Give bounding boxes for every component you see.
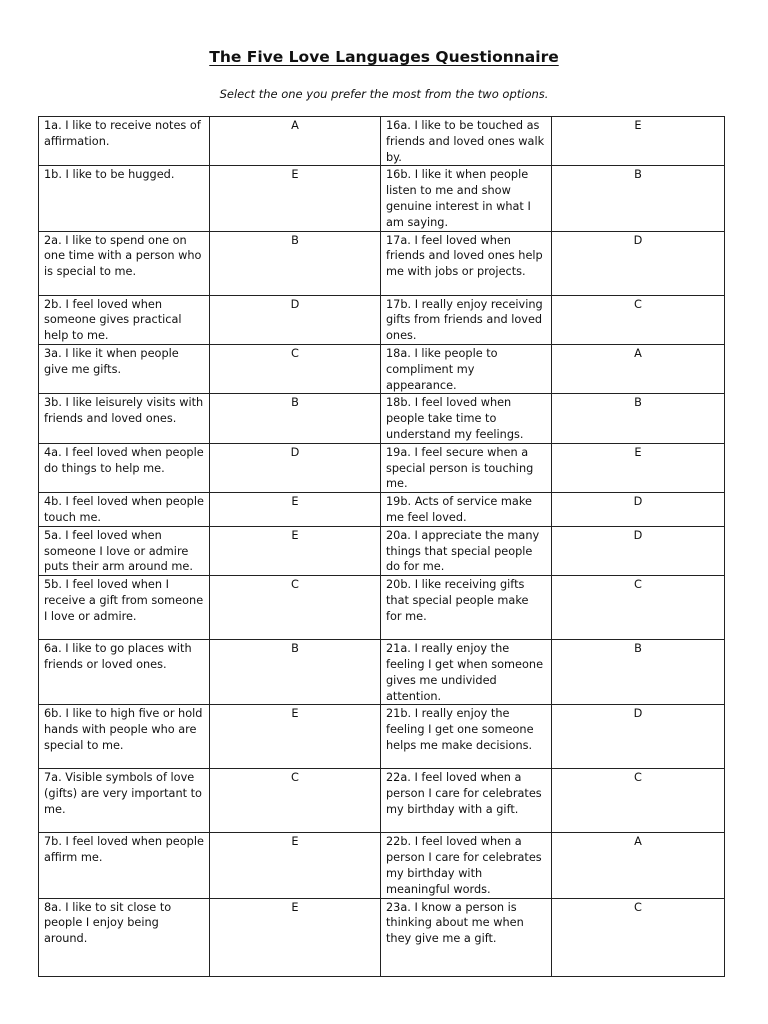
statement-left: 7b. I feel loved when people affirm me. — [39, 833, 210, 898]
answer-code-left: B — [210, 640, 381, 705]
answer-code-left: E — [210, 493, 381, 527]
answer-code-right: B — [552, 640, 725, 705]
question-row — [39, 493, 725, 527]
answer-code-right: D — [552, 705, 725, 769]
answer-code-right: C — [552, 576, 725, 640]
answer-code-left: C — [210, 769, 381, 833]
answer-code-left: E — [210, 833, 381, 898]
statement-right: 22a. I feel loved when a person I care for celebrates my birthday with a gift. — [381, 769, 552, 833]
statement-right: 20a. I appreciate the many things that special people do for me. — [381, 526, 552, 575]
answer-code-left: B — [210, 394, 381, 443]
answer-code-left: B — [210, 231, 381, 295]
answer-code-right: A — [552, 344, 725, 393]
statement-right: 19a. I feel secure when a special person is touching me. — [381, 443, 552, 492]
answer-code-right: E — [552, 117, 725, 166]
statement-right: 21a. I really enjoy the feeling I get when someone gives me undivided attention. — [381, 640, 552, 705]
statement-left: 3a. I like it when people give me gifts. — [39, 344, 210, 393]
statement-left: 5b. I feel loved when I receive a gift from someone I love or admire. — [39, 576, 210, 640]
question-row — [39, 166, 725, 231]
statement-right: 19b. Acts of service make me feel loved. — [381, 493, 552, 527]
statement-left: 6a. I like to go places with friends or loved ones. — [39, 640, 210, 705]
question-row — [39, 526, 725, 575]
question-row — [39, 443, 725, 492]
answer-code-left: C — [210, 344, 381, 393]
statement-right: 18b. I feel loved when people take time to understand my feelings. — [381, 394, 552, 443]
statement-right: 17b. I really enjoy receiving gifts from friends and loved ones. — [381, 295, 552, 344]
statement-left: 1b. I like to be hugged. — [39, 166, 210, 231]
questionnaire-table — [38, 116, 725, 977]
answer-code-right: C — [552, 769, 725, 833]
answer-code-right: D — [552, 231, 725, 295]
statement-left: 2b. I feel loved when someone gives practical help to me. — [39, 295, 210, 344]
answer-code-right: B — [552, 166, 725, 231]
answer-code-left: C — [210, 576, 381, 640]
answer-code-right: B — [552, 394, 725, 443]
answer-code-right: D — [552, 493, 725, 527]
statement-right: 16a. I like to be touched as friends and loved ones walk by. — [381, 117, 552, 166]
statement-left: 3b. I like leisurely visits with friends and loved ones. — [39, 394, 210, 443]
page-subtitle: Select the one you prefer the most from the two options. — [219, 87, 549, 101]
question-row — [39, 117, 725, 166]
statement-left: 1a. I like to receive notes of affirmation. — [39, 117, 210, 166]
statement-right: 18a. I like people to compliment my appearance. — [381, 344, 552, 393]
question-row — [39, 898, 725, 976]
question-row — [39, 769, 725, 833]
statement-right: 22b. I feel loved when a person I care for celebrates my birthday with meaningful words. — [381, 833, 552, 898]
question-row — [39, 231, 725, 295]
answer-code-left: E — [210, 166, 381, 231]
answer-code-left: E — [210, 705, 381, 769]
answer-code-left: D — [210, 443, 381, 492]
statement-right: 21b. I really enjoy the feeling I get one someone helps me make decisions. — [381, 705, 552, 769]
statement-left: 2a. I like to spend one on one time with a person who is special to me. — [39, 231, 210, 295]
answer-code-left: D — [210, 295, 381, 344]
question-row — [39, 295, 725, 344]
answer-code-right: C — [552, 295, 725, 344]
question-row — [39, 344, 725, 393]
answer-code-left: E — [210, 526, 381, 575]
page-title: The Five Love Languages Questionnaire — [209, 48, 559, 66]
answer-code-right: A — [552, 833, 725, 898]
statement-right: 16b. I like it when people listen to me and show genuine interest in what I am saying. — [381, 166, 552, 231]
answer-code-left: E — [210, 898, 381, 976]
answer-code-right: D — [552, 526, 725, 575]
question-row — [39, 833, 725, 898]
statement-right: 23a. I know a person is thinking about me when they give me a gift. — [381, 898, 552, 976]
answer-code-left: A — [210, 117, 381, 166]
question-row — [39, 394, 725, 443]
statement-left: 8a. I like to sit close to people I enjoy being around. — [39, 898, 210, 976]
statement-right: 17a. I feel loved when friends and loved ones help me with jobs or projects. — [381, 231, 552, 295]
question-row — [39, 640, 725, 705]
questionnaire-table-body — [39, 117, 725, 977]
answer-code-right: C — [552, 898, 725, 976]
question-row — [39, 576, 725, 640]
statement-left: 4b. I feel loved when people touch me. — [39, 493, 210, 527]
statement-left: 5a. I feel loved when someone I love or admire puts their arm around me. — [39, 526, 210, 575]
statement-left: 7a. Visible symbols of love (gifts) are very important to me. — [39, 769, 210, 833]
statement-left: 4a. I feel loved when people do things to help me. — [39, 443, 210, 492]
statement-right: 20b. I like receiving gifts that special people make for me. — [381, 576, 552, 640]
answer-code-right: E — [552, 443, 725, 492]
statement-left: 6b. I like to high five or hold hands with people who are special to me. — [39, 705, 210, 769]
question-row — [39, 705, 725, 769]
